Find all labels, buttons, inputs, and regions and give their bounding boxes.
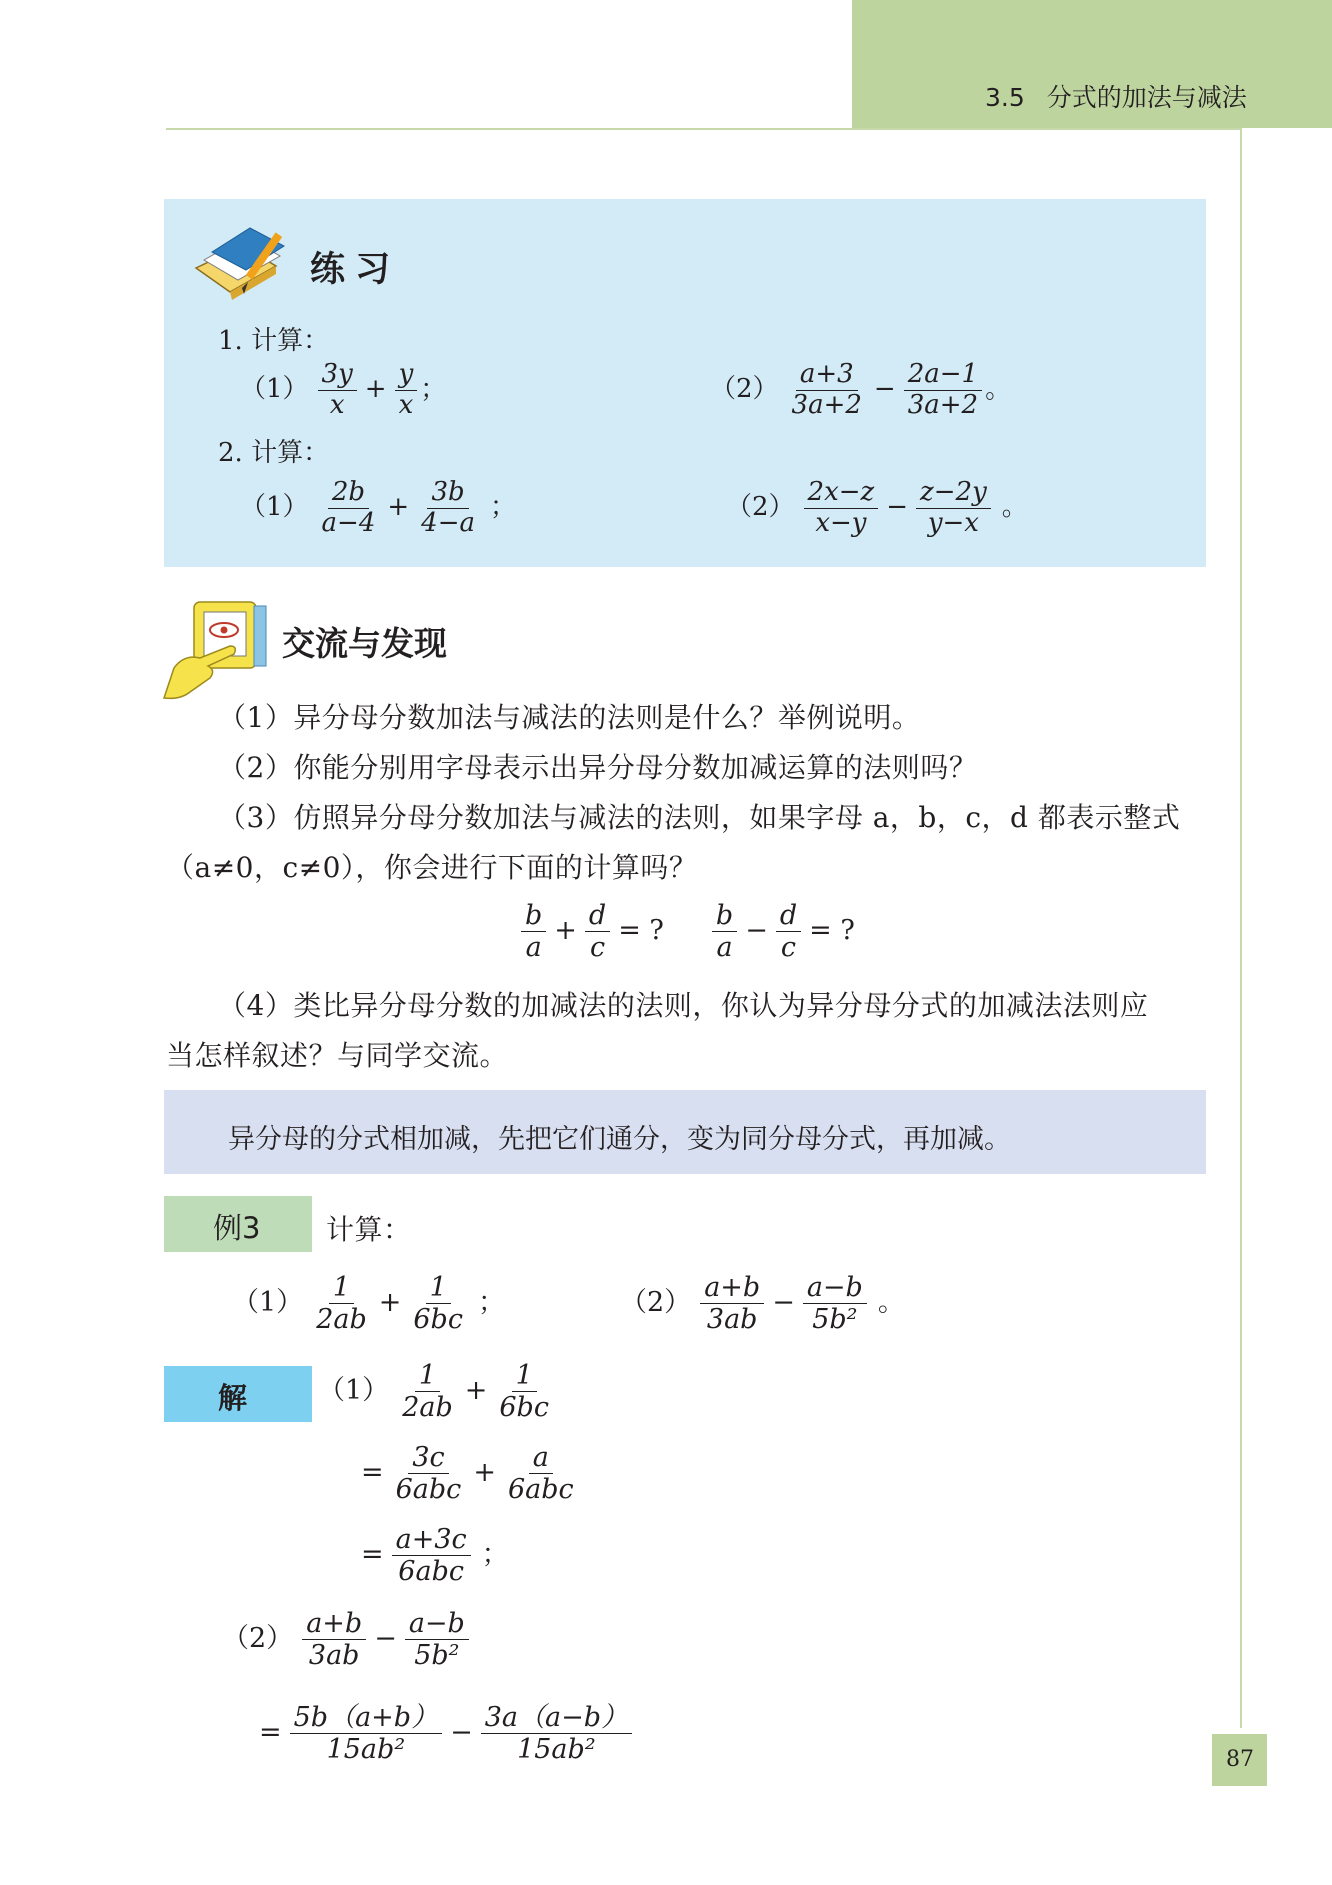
equals-question: = ?: [618, 915, 664, 947]
solution-1-line-3: [356, 1524, 509, 1587]
numerator: a−b: [405, 1608, 469, 1640]
page-number: 87: [1226, 1747, 1254, 1772]
part-label: （2）: [222, 1623, 294, 1655]
example-prompt: 计算：: [326, 1213, 412, 1246]
denominator: 6abc: [507, 1474, 574, 1506]
operator: +: [554, 915, 577, 947]
numerator: 1: [329, 1272, 354, 1304]
numerator: a: [529, 1442, 553, 1474]
numerator: 1: [415, 1360, 440, 1392]
denominator: 5b²: [812, 1304, 858, 1336]
numerator: z−2y: [916, 478, 991, 509]
equals: =: [361, 1539, 384, 1571]
numerator: 3b: [427, 478, 468, 509]
denominator: 5b²: [414, 1640, 460, 1672]
denominator: a: [716, 932, 733, 964]
operator: +: [473, 1457, 496, 1489]
numerator: a−b: [803, 1272, 867, 1304]
side-rule: [1240, 128, 1242, 1728]
part-label: （1）: [232, 1287, 304, 1319]
numerator: 1: [426, 1272, 451, 1304]
part-label: （2）: [710, 374, 779, 405]
denominator: 15ab²: [517, 1734, 596, 1766]
denominator: c: [780, 932, 797, 964]
denominator: x−y: [815, 507, 867, 538]
numerator: 2b: [328, 478, 369, 509]
part-label: （1）: [240, 374, 309, 405]
denominator: c: [590, 932, 606, 964]
equals: =: [259, 1717, 282, 1749]
numerator: 3a（a−b）: [481, 1702, 632, 1734]
punctuation: ；: [490, 492, 517, 523]
example-label: 例3: [213, 1211, 261, 1245]
equals-question: = ?: [809, 915, 855, 947]
numerator: 2x−z: [804, 478, 879, 509]
operator: +: [387, 492, 410, 523]
operator: −: [772, 1287, 795, 1319]
solution-1-line-1: [318, 1360, 556, 1423]
solution-2-line-1: [222, 1608, 472, 1671]
numerator: 1: [512, 1360, 537, 1392]
operator: −: [450, 1717, 473, 1749]
operator: −: [745, 915, 768, 947]
punctuation: 。: [1001, 492, 1028, 523]
denominator: 2ab: [402, 1392, 453, 1424]
denominator: x: [329, 389, 345, 420]
denominator: 6bc: [499, 1392, 549, 1424]
denominator: a−4: [321, 507, 376, 538]
denominator: a: [525, 932, 542, 964]
solution-label: 解: [218, 1381, 248, 1415]
numerator: 2a−1: [904, 360, 982, 391]
example-part2: [620, 1272, 905, 1335]
practice-q1-part1: [240, 360, 446, 421]
discussion-line-1: （1）异分母分数加法与减法的法则是什么？举例说明。: [218, 701, 921, 734]
notebook-pencil-icon: [190, 222, 296, 304]
solution-2-line-2: [254, 1702, 635, 1765]
numerator: d: [585, 900, 610, 932]
pointing-hand-screen-icon: [160, 596, 278, 706]
part-label: （2）: [726, 492, 795, 523]
section-number: 3.5: [985, 83, 1025, 112]
denominator: 6abc: [398, 1556, 464, 1588]
discussion-title: 交流与发现: [282, 624, 447, 663]
discussion-formula: [518, 900, 860, 963]
numerator: d: [776, 900, 801, 932]
denominator: 2ab: [316, 1304, 367, 1336]
discussion-line-4b: 当怎样叙述？与同学交流。: [166, 1039, 509, 1072]
denominator: y−x: [927, 507, 979, 538]
section-header: [985, 78, 1247, 114]
operator: +: [464, 1375, 488, 1407]
equals: =: [361, 1457, 384, 1489]
practice-q2-part2: [726, 478, 1028, 539]
denominator: 4−a: [421, 507, 475, 538]
discussion-line-4: （4）类比异分母分数的加减法的法则，你认为异分母分式的加减法法则应: [218, 989, 1149, 1022]
practice-q2-label: 2. 计算：: [218, 438, 330, 468]
numerator: a+3c: [392, 1524, 471, 1556]
numerator: a+3: [796, 360, 858, 391]
rule-text: 异分母的分式相加减，先把它们通分，变为同分母分式，再加减。: [228, 1124, 1011, 1155]
numerator: 5b（a+b）: [290, 1702, 442, 1734]
discussion-line-3: （3）仿照异分母分数加法与减法的法则，如果字母 a，b，c，d 都表示整式: [218, 801, 1181, 834]
example-part1: [232, 1272, 505, 1335]
punctuation: ；: [477, 1287, 505, 1319]
part-label: （1）: [318, 1375, 390, 1407]
operator: −: [873, 374, 896, 405]
punctuation: 。: [985, 374, 1012, 405]
denominator: 3a+2: [791, 389, 862, 420]
numerator: b: [712, 900, 737, 932]
practice-q1-part2: [710, 360, 1011, 421]
numerator: 3c: [408, 1442, 448, 1474]
numerator: b: [521, 900, 546, 932]
numerator: y: [395, 360, 418, 391]
part-label: （2）: [620, 1287, 692, 1319]
punctuation: ；: [481, 1539, 509, 1571]
operator: +: [364, 374, 387, 405]
discussion-line-2: （2）你能分别用字母表示出异分母分数加减运算的法则吗？: [218, 751, 978, 784]
practice-title: 练习: [310, 250, 401, 290]
practice-q2-part1: [240, 478, 516, 539]
denominator: 3ab: [308, 1640, 360, 1672]
numerator: a+b: [302, 1608, 366, 1640]
denominator: 3a+2: [907, 389, 979, 420]
numerator: a+b: [700, 1272, 764, 1304]
punctuation: 。: [877, 1287, 905, 1319]
operator: −: [374, 1623, 397, 1655]
solution-1-line-2: [356, 1442, 581, 1505]
operator: −: [886, 492, 909, 523]
numerator: 3y: [318, 360, 357, 391]
denominator: 15ab²: [326, 1734, 406, 1766]
part-label: （1）: [240, 492, 309, 523]
denominator: 6abc: [395, 1474, 462, 1506]
denominator: 3ab: [706, 1304, 758, 1336]
section-title: 分式的加法与减法: [1046, 83, 1247, 112]
denominator: x: [398, 389, 414, 420]
discussion-line-3b: （a≠0，c≠0），你会进行下面的计算吗？: [166, 851, 698, 884]
operator: +: [378, 1287, 402, 1319]
header-rule: [166, 128, 1240, 130]
punctuation: ；: [420, 374, 447, 405]
practice-q1-label: 1. 计算：: [218, 326, 330, 356]
denominator: 6bc: [413, 1304, 463, 1336]
